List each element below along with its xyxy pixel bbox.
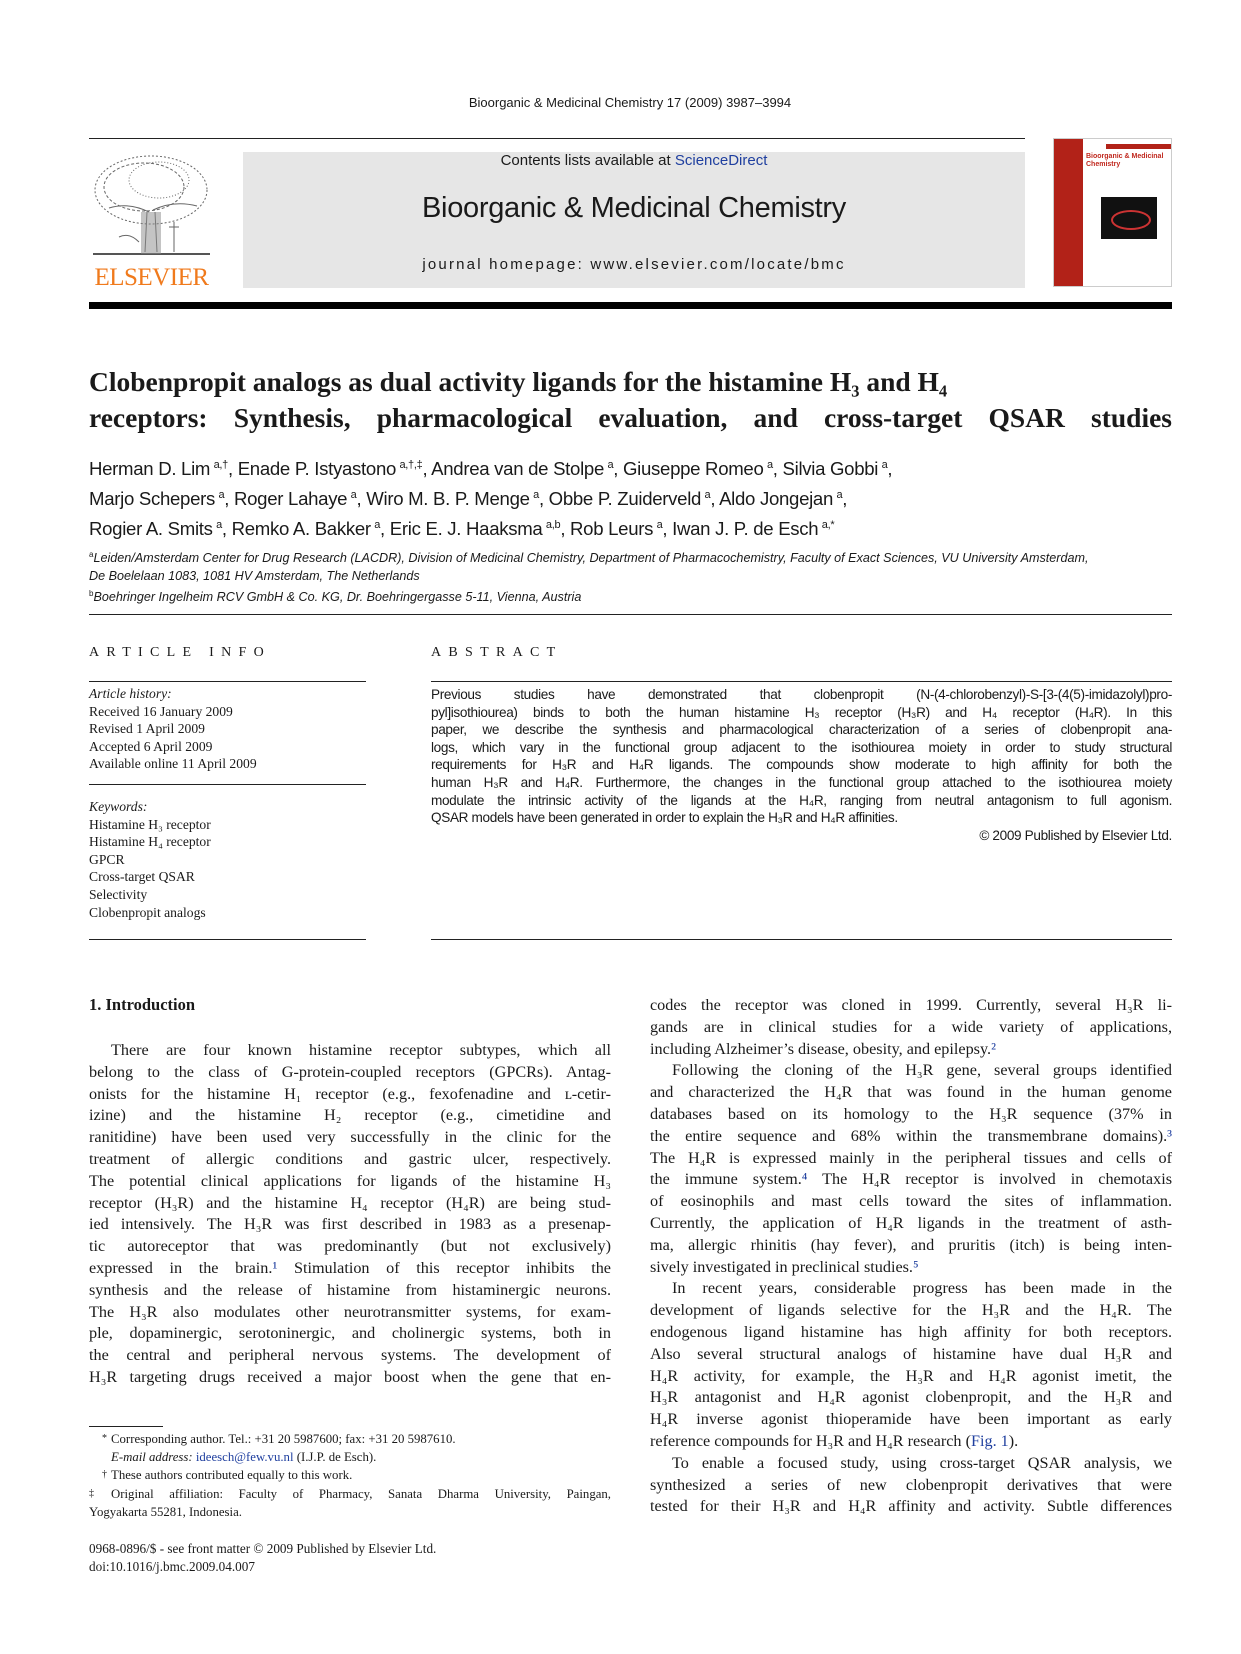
text-line: The H₃R also modulates other neurotransmitter systems, for exam- [89, 1302, 611, 1321]
author-name[interactable]: Giuseppe Romeo [623, 458, 764, 480]
affiliation-text: Leiden/Amsterdam Center for Drug Research (LACDR), Division of Medicinal Chemistry, Department of Pharmacochemistry, Faculty of Exact Sciences, VU University Amsterdam, [93, 551, 1089, 566]
footnote-mark: ‡ [89, 1487, 94, 1499]
contents-prefix: Contents lists available at [500, 152, 675, 169]
section-rule [89, 614, 1172, 615]
author-name[interactable]: Marjo Schepers [89, 488, 216, 510]
history-item: Available online 11 April 2009 [89, 756, 257, 772]
abstract-copyright: © 2009 Published by Elsevier Ltd. [979, 827, 1172, 843]
abstract-line: requirements for H₃R and H₄R ligands. The compounds show moderate to high affinity for both the [431, 757, 1172, 773]
sciencedirect-link[interactable]: ScienceDirect [674, 152, 768, 169]
footnote-text: These authors contributed equally to this work. [111, 1468, 353, 1483]
elsevier-tree-icon [89, 152, 214, 260]
text-line: belong to the class of G-protein-coupled receptors (GPCRs). Antag- [89, 1062, 611, 1081]
paragraph [650, 1278, 1172, 1452]
text-line: reference compounds for H₃R and H₄R research (Fig. 1). [650, 1431, 1019, 1450]
text-line: and characterized the H₄R that was found in the human genome [650, 1083, 1172, 1102]
footnote-mark: * [102, 1433, 107, 1444]
text-line: the central and peripheral nervous systems. The development of [89, 1346, 611, 1365]
footnote-original-affiliation [89, 1485, 611, 1503]
abstract-line: paper, we describe the synthesis and pharmacological characterization of a series of clobenpropit ana- [431, 722, 1172, 738]
keyword: Histamine H₄ receptor [89, 834, 211, 850]
footnotes [89, 1430, 611, 1521]
email-link[interactable]: ideesch@few.vu.nl [195, 1450, 294, 1465]
keyword: GPCR [89, 851, 125, 867]
affiliation-text: Boehringer Ingelheim RCV GmbH & Co. KG, Dr. Boehringergasse 5-11, Vienna, Austria [93, 590, 582, 605]
author-affiliation-marker: a [533, 489, 539, 502]
article-info-bottom-rule [89, 939, 366, 940]
abstract-body [431, 686, 1172, 844]
text-line: ple, dopaminergic, serotoninergic, and cholinergic systems, both in [89, 1324, 611, 1343]
author-affiliation-marker: a [766, 459, 773, 471]
text-line: gands are in clinical studies for a wide variety of applications, [650, 1017, 1172, 1036]
text-line: H₄R inverse agonist thioperamide have been important as early [650, 1410, 1172, 1429]
text-line: development of ligands selective for the H₃R and the H₄R. The [650, 1301, 1172, 1320]
text-line: the entire sequence and 68% within the transmembrane domains).³ [650, 1126, 1172, 1145]
footnote-corresponding [89, 1430, 611, 1448]
citation-link[interactable]: ² [991, 1039, 996, 1058]
author-name[interactable]: Roger Lahaye [234, 488, 348, 510]
author-affiliation-marker: a,* [821, 519, 835, 532]
author-line: Marjo Schepers $^a$, Roger Lahaye $^a$, Wiro M. B. P. Menge $^a$, Obbe P. Zuiderveld $^a$, Aldo Jongejan $^a$, [89, 488, 848, 510]
history-heading: Article history: [89, 686, 172, 701]
abstract-heading: ABSTRACT [431, 645, 563, 660]
author-name[interactable]: Obbe P. Zuiderveld [548, 488, 702, 510]
affiliation-marker: b [89, 589, 94, 599]
abstract-line: modulate the intrinsic activity of the ligands at the H₄R, ranging from neutral antagonism to full agonism. [431, 792, 1172, 808]
text-line: codes the receptor was cloned in 1999. Currently, several H₃R li- [650, 996, 1172, 1014]
text-line: Also several structural analogs of histamine have dual H₃R and [650, 1344, 1172, 1363]
author-list [89, 452, 892, 543]
citation-link[interactable]: ¹ [272, 1258, 278, 1277]
text-line: treatment of allergic conditions and gastric ulcer, respectively. [89, 1149, 611, 1168]
journal-cover-image [1053, 138, 1172, 287]
text-line: expressed in the brain.¹ Stimulation of this receptor inhibits the [89, 1258, 611, 1277]
text-line: tic autoreceptor that was predominantly (but not exclusively) [89, 1237, 611, 1256]
abstract-line: human H₃R and H₄R. Furthermore, the changes in the functional group attached to the isothiourea moiety [431, 774, 1172, 790]
contents-line [243, 152, 1025, 169]
author-name[interactable]: Eric E. J. Haaksma [389, 518, 543, 540]
cover-title: Bioorganic & Medicinal Chemistry [1086, 153, 1164, 168]
page-footer [89, 1540, 436, 1576]
text-line: The potential clinical applications for ligands of the histamine H₃ [89, 1171, 611, 1190]
text-line: In recent years, considerable progress has been made in the [672, 1279, 1172, 1298]
author-affiliation-marker: a [218, 489, 225, 502]
body-left-column [89, 1040, 611, 1389]
author-affiliation-marker: a [216, 519, 222, 532]
keywords-rule [89, 784, 366, 785]
author-affiliation-marker: a [704, 489, 711, 502]
citation-link[interactable]: ⁵ [912, 1257, 919, 1276]
journal-name: Bioorganic & Medicinal Chemistry [422, 192, 846, 224]
affiliation-line [89, 546, 1172, 567]
author-line: Herman D. Lim $^{a,\dagger}$, Enade P. Istyastono $^{a,\dagger,\ddagger}$, Andrea van de Stolpe $^a$, Giuseppe Romeo $^a$, Silvia Gobbi $^a$, [89, 458, 893, 480]
text-line: ied intensively. The H₃R was first described in 1983 as a presenap- [89, 1215, 611, 1234]
footnote-rule [89, 1426, 163, 1427]
issn-line: 0968-0896/$ - see front matter © 2009 Published by Elsevier Ltd. [89, 1541, 437, 1556]
author-name[interactable]: Silvia Gobbi [782, 458, 879, 480]
author-line: Rogier A. Smits $^a$, Remko A. Bakker $^a$, Eric E. J. Haaksma $^{a,b}$, Rob Leurs $^a$, Iwan J. P. de Esch $^{a,*}$ [89, 518, 835, 540]
article-history [89, 685, 366, 773]
paragraph [650, 995, 1172, 1060]
text-line: There are four known histamine receptor subtypes, which all [111, 1041, 611, 1059]
citation-link[interactable]: ³ [1167, 1126, 1172, 1145]
text-line: izine) and the histamine H₂ receptor (e.g., cimetidine and [89, 1106, 611, 1125]
author-name[interactable]: Iwan J. P. de Esch [672, 518, 819, 540]
affiliation-line [89, 585, 1172, 606]
abstract-line: QSAR models have been generated in order to explain the H₃R and H₄R affinities. [431, 810, 898, 826]
footnote-equal-contribution [89, 1466, 611, 1484]
keyword: Histamine H₃ receptor [89, 816, 211, 832]
history-item: Accepted 6 April 2009 [89, 738, 213, 754]
author-affiliation-marker: a [836, 489, 843, 502]
cover-bar [1106, 144, 1172, 149]
affiliation-text: De Boelelaan 1083, 1081 HV Amsterdam, The Netherlands [89, 569, 420, 584]
keywords [89, 798, 366, 921]
text-line: H₃R antagonist and H₄R agonist clobenpropit, and the H₃R and [650, 1388, 1172, 1407]
history-item: Received 16 January 2009 [89, 703, 233, 719]
journal-reference: Bioorganic & Medicinal Chemistry 17 (2009) 3987–3994 [468, 95, 792, 110]
figure-link[interactable]: Fig. 1 [970, 1431, 1009, 1450]
text-line: including Alzheimer’s disease, obesity, and epilepsy.² [650, 1039, 996, 1058]
affiliation-marker: a [89, 550, 94, 559]
footnote-email [89, 1448, 611, 1466]
author-name[interactable]: Wiro M. B. P. Menge [366, 488, 530, 510]
text-line: To enable a focused study, using cross-target QSAR analysis, we [672, 1453, 1172, 1472]
text-line: the immune system.⁴ The H₄R receptor is involved in chemotaxis [650, 1170, 1172, 1189]
header-rule [89, 138, 1025, 139]
journal-banner [243, 152, 1025, 288]
keywords-heading: Keywords: [89, 799, 148, 814]
author-affiliation-marker: a [374, 519, 381, 532]
doi-link[interactable]: doi:10.1016/j.bmc.2009.04.007 [89, 1559, 255, 1574]
author-affiliation-marker: a [607, 459, 614, 471]
cover-artwork [1101, 197, 1157, 239]
body-right-column [650, 995, 1172, 1518]
article-info-rule [89, 681, 366, 682]
citation-link[interactable]: ⁴ [801, 1170, 808, 1189]
paragraph [650, 1060, 1172, 1278]
abstract-bottom-rule [431, 939, 1172, 940]
text-line: H₃R targeting drugs received a major boost when the gene that en- [89, 1367, 611, 1386]
footnote-mark: † [102, 1469, 107, 1481]
author-affiliation-marker: a [350, 489, 357, 502]
abstract-line: logs, which vary in the functional group adjacent to the isothiourea moiety in order to study structural [431, 739, 1172, 755]
history-item: Revised 1 April 2009 [89, 721, 205, 737]
article-title [89, 364, 1172, 436]
keyword: Cross-target QSAR [89, 869, 195, 885]
elsevier-wordmark: ELSEVIER [94, 264, 209, 291]
text-line: synthesis and the release of histamine from histaminergic neurons. [89, 1280, 611, 1299]
affiliations [89, 546, 1172, 606]
text-line: tested for their H₃R and H₄R affinity and activity. Subtle differences [650, 1497, 1172, 1516]
author-affiliation-marker: a,†,‡ [399, 459, 423, 471]
text-line: ranitidine) have been used very successfully in the clinic for the [89, 1128, 611, 1147]
paragraph [89, 1040, 611, 1389]
text-line: H₄R activity, for example, the H₃R and H₄R agonist imetit, the [650, 1366, 1172, 1385]
affiliation-line [89, 567, 1172, 585]
author-name[interactable]: Rogier A. Smits [89, 518, 213, 540]
author-affiliation-marker: a,† [213, 459, 228, 471]
text-line: The H₄R is expressed mainly in the peripheral tissues and cells of [650, 1148, 1172, 1167]
author-name[interactable]: Andrea van de Stolpe [431, 458, 604, 480]
keyword: Clobenpropit analogs [89, 904, 206, 920]
text-line: of eosinophils and mast cells toward the sites of inflammation. [650, 1192, 1172, 1211]
text-line: ma, allergic rhinitis (hay fever), and pruritis (itch) is being inten- [650, 1235, 1172, 1254]
footnote-text: Corresponding author. Tel.: +31 20 5987600; fax: +31 20 5987610. [111, 1432, 456, 1446]
abstract-line: Previous studies have demonstrated that clobenpropit (N-(4-chlorobenzyl)-S-[3-(4(5)-imidazolyl)pro- [431, 687, 1172, 702]
cover-strip [1054, 139, 1083, 286]
email-suffix: (I.J.P. de Esch). [293, 1450, 377, 1465]
text-line: Currently, the application of H₄R ligands in the treatment of asth- [650, 1213, 1172, 1232]
email-label: E-mail address: [111, 1450, 196, 1465]
author-affiliation-marker: a,b [545, 519, 561, 532]
author-name[interactable]: Enade P. Istyastono [237, 458, 397, 480]
text-line: databases based on its homology to the H₃R sequence (37% in [650, 1104, 1172, 1123]
author-affiliation-marker: a [881, 459, 888, 471]
keyword: Selectivity [89, 886, 148, 902]
abstract-rule [431, 681, 1172, 682]
author-name[interactable]: Rob Leurs [570, 518, 654, 540]
header-thick-rule [89, 302, 1172, 309]
text-line: endogenous ligand histamine has high affinity for both receptors. [650, 1322, 1172, 1341]
footnote-original-affiliation-cont: Yogyakarta 55281, Indonesia. [89, 1504, 242, 1519]
author-name[interactable]: Aldo Jongejan [719, 488, 834, 510]
text-line: synthesized a series of new clobenpropit derivatives that were [650, 1475, 1172, 1494]
author-name[interactable]: Herman D. Lim [89, 458, 211, 480]
abstract-line: pyl]isothiourea) binds to both the human histamine H₃ receptor (H₃R) and H₄ receptor (H₄R). In this [431, 704, 1172, 720]
section-heading-introduction: 1. Introduction [89, 995, 196, 1014]
title-line: Clobenpropit analogs as dual activity ligands for the histamine H₃ and H₄ [89, 366, 948, 397]
text-line: Following the cloning of the H₃R gene, several groups identified [672, 1061, 1172, 1080]
text-line: sively investigated in preclinical studies.⁵ [650, 1257, 919, 1276]
author-affiliation-marker: a [656, 519, 663, 532]
journal-homepage-link[interactable]: journal homepage: www.elsevier.com/locate/bmc [422, 256, 846, 273]
author-name[interactable]: Remko A. Bakker [231, 518, 371, 540]
article-info-heading: ARTICLE INFO [89, 645, 272, 660]
footnote-text: Original affiliation: Faculty of Pharmacy, Sanata Dharma University, Paingan, [111, 1486, 611, 1501]
text-line: receptor (H₃R) and the histamine H₄ receptor (H₄R) are being stud- [89, 1193, 611, 1212]
text-line: onists for the histamine H₁ receptor (e.g., fexofenadine and ʟ-cetir- [89, 1084, 611, 1103]
title-line: receptors: Synthesis, pharmacological evaluation, and cross-target QSAR studies [89, 402, 1172, 433]
elsevier-logo [89, 152, 214, 292]
paragraph [650, 1453, 1172, 1518]
